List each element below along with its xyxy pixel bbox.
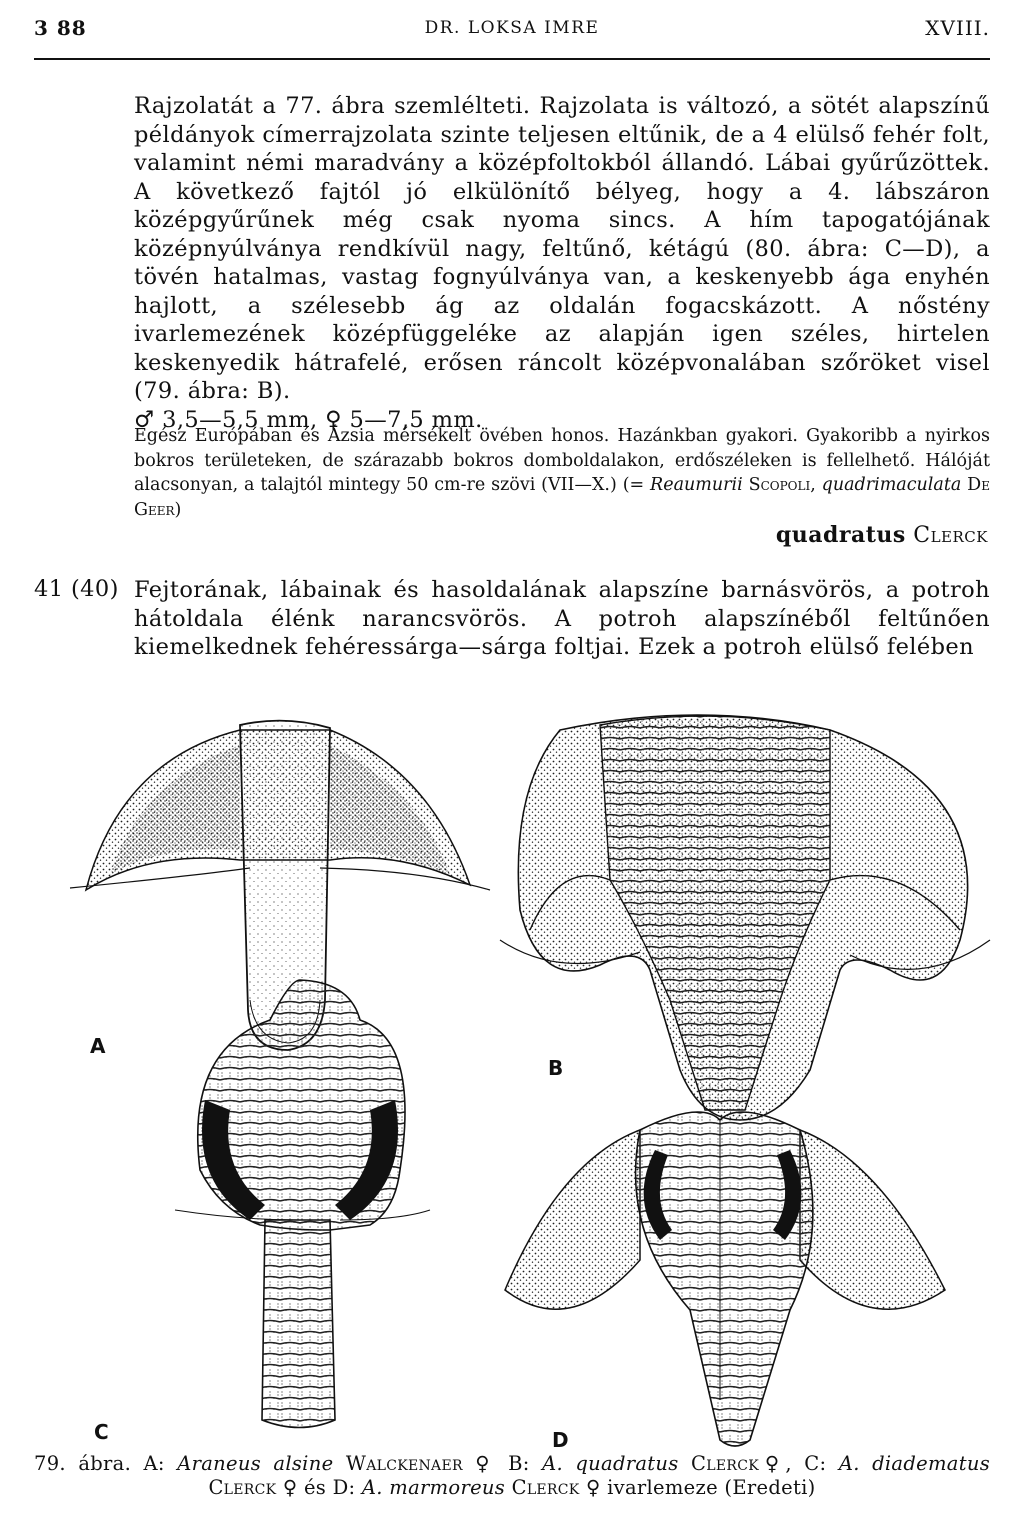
caption-species-b: A. quadratus bbox=[542, 1452, 679, 1475]
species-epithet: quadratus bbox=[775, 522, 906, 548]
chapter-number: XVIII. bbox=[925, 16, 990, 40]
figure-caption: 79. ábra. A: Araneus alsine Walckenaer ♀ B: A. quadratus Clerck♀, C: A. diadematus Clerck ♀ és D: A. marmoreus Clerck ♀ ivarlemeze (Eredeti) bbox=[34, 1452, 990, 1499]
caption-prefix: 79. ábra. bbox=[34, 1452, 132, 1475]
key-entry-number: 41 (40) bbox=[34, 576, 119, 602]
description-text: Rajzolatát a 77. ábra szemlélteti. Rajzolata is változó, a sötét alapszínű példányok címerrajzolata szinte teljesen eltűnik, de a 4 elülső fehér folt, valamint némi maradvány a középfoltokból állandó. Lábai gyűrűzöttek. A következő fajtól jó elkülönítő bélyeg, hogy a 4. lábszáron középgyűrűnek még csak nyoma sincs. A hím tapogatójának középnyúlványa rendkívül nagy, feltűnő, kétágú (80. ábra: C—D), a tövén hatalmas, vastag fognyúlványa van, a keskenyebb ága enyhén hajlott, a szélesebb ág az oldalán fogacskázott. A nőstény ivarlemezének középfüggeléke az alapján igen széles, hirtelen keskenyedik hátrafelé, erősen ráncolt középvonalában szőröket visel (79. ábra: B). bbox=[134, 93, 990, 404]
running-author: DR. LOKSA IMRE bbox=[424, 18, 600, 38]
species-author: Clerck bbox=[913, 523, 988, 548]
distribution-text: Egész Európában és Ázsia mérsékelt övében honos. Hazánkban gyakori. Gyakoribb a nyirkos bokros területeken, de szárazabb bokros domboldalakon, erdőszéleken is fellelhető. Hálóját alacsonyan, a talajtól mintegy 50 cm-re szövi (VII—X.) bbox=[134, 426, 990, 495]
figure-b-drawing bbox=[500, 715, 990, 1120]
main-paragraph bbox=[134, 92, 990, 434]
figure-label-a: A bbox=[90, 1034, 106, 1058]
synonyms: (= Reaumurii Scopoli, quadrimaculata De Geer) bbox=[134, 475, 990, 520]
caption-species-a: Araneus alsine bbox=[177, 1452, 334, 1475]
figure-label-d: D bbox=[552, 1428, 569, 1452]
figure-c-drawing bbox=[175, 980, 430, 1428]
figure-drawings bbox=[0, 700, 1024, 1460]
page-number: 3 88 bbox=[34, 16, 87, 40]
header-rule bbox=[34, 58, 990, 60]
species-name bbox=[776, 522, 988, 548]
running-header bbox=[34, 16, 990, 44]
key-entry-text: Fejtorának, lábainak és hasoldalának alapszíne barnásvörös, a potroh hátoldala élénk narancsvörös. A potroh alapszínéből feltűnően kiemelkednek fehéressárga—sárga foltjai. Ezek a potroh elülső felében bbox=[134, 577, 990, 660]
size-measurements: ♂ 3,5—5,5 mm, ♀ 5—7,5 mm. bbox=[134, 406, 483, 433]
figure-d-drawing bbox=[505, 1112, 945, 1446]
figure-label-c: C bbox=[94, 1420, 109, 1444]
caption-species-c: A. diadematus bbox=[838, 1452, 990, 1475]
figure-label-b: B bbox=[548, 1056, 564, 1080]
figure-79 bbox=[0, 700, 1024, 1460]
caption-species-d: A. marmoreus bbox=[361, 1476, 506, 1499]
distribution-paragraph bbox=[134, 424, 990, 522]
